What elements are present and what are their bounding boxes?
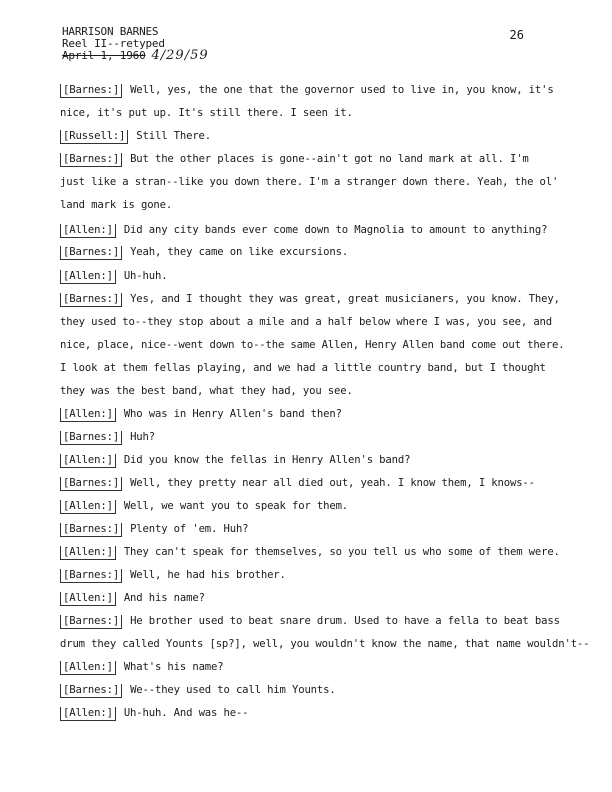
utterance-text: they used to--they stop about a mile and a half below where I was, you see, and bbox=[60, 316, 553, 328]
transcript-line bbox=[60, 408, 540, 422]
reel-label: Reel II--retyped bbox=[62, 37, 165, 50]
speaker-label: [Allen:] bbox=[60, 454, 116, 468]
transcript-line bbox=[60, 500, 540, 514]
struck-date: April 1, 1960 bbox=[62, 49, 146, 62]
transcript-line bbox=[60, 107, 540, 119]
speaker-label: [Barnes:] bbox=[60, 293, 122, 307]
transcript-line bbox=[60, 176, 559, 188]
transcript-line bbox=[60, 316, 553, 328]
speaker-label: [Allen:] bbox=[60, 707, 116, 721]
transcript-line bbox=[60, 523, 540, 537]
utterance-text: Huh? bbox=[130, 431, 155, 443]
utterance-text: just like a stran--like you down there. I'm a stranger down there. Yeah, the ol' bbox=[60, 176, 559, 188]
utterance-text: Well, yes, the one that the governor used to live in, you know, it's bbox=[130, 84, 554, 96]
speaker-label: [Barnes:] bbox=[60, 684, 122, 698]
utterance-text: What's his name? bbox=[123, 661, 224, 673]
transcript-line bbox=[60, 569, 540, 583]
speaker-label: [Barnes:] bbox=[60, 246, 122, 260]
speaker-label: [Allen:] bbox=[60, 592, 116, 606]
utterance-text: We--they used to call him Younts. bbox=[130, 684, 336, 696]
transcript-line bbox=[60, 707, 540, 721]
transcript-line bbox=[60, 84, 554, 98]
transcript-line bbox=[60, 661, 540, 675]
utterance-text: Uh-huh. And was he-- bbox=[123, 707, 249, 719]
utterance-text: Yes, and I thought they was great, great musicianers, you know. They, bbox=[130, 293, 560, 305]
utterance-text: Did any city bands ever come down to Magnolia to amount to anything? bbox=[123, 224, 548, 236]
speaker-label: [Russell:] bbox=[60, 130, 128, 144]
transcript-line bbox=[60, 339, 565, 351]
utterance-text: Who was in Henry Allen's band then? bbox=[123, 408, 342, 420]
transcript-line bbox=[60, 615, 560, 629]
utterance-text: nice, it's put up. It's still there. I seen it. bbox=[60, 107, 353, 119]
transcript-line bbox=[60, 638, 590, 650]
utterance-text: Yeah, they came on like excursions. bbox=[130, 246, 349, 258]
transcript-line bbox=[60, 454, 540, 468]
utterance-text: they was the best band, what they had, you see. bbox=[60, 385, 353, 397]
utterance-text: And his name? bbox=[123, 592, 205, 604]
transcript-line bbox=[60, 684, 540, 698]
page-number: 26 bbox=[509, 28, 524, 42]
transcript-line bbox=[60, 270, 540, 284]
interviewee-name: HARRISON BARNES bbox=[62, 25, 159, 38]
transcript-line bbox=[60, 293, 560, 307]
utterance-text: Uh-huh. bbox=[123, 270, 168, 282]
utterance-text: Still There. bbox=[136, 130, 212, 142]
speaker-label: [Barnes:] bbox=[60, 523, 122, 537]
transcript-line bbox=[60, 362, 546, 374]
transcript-line bbox=[60, 477, 540, 491]
utterance-text: land mark is gone. bbox=[60, 199, 173, 211]
utterance-text: Well, they pretty near all died out, yeah. I know them, I knows-- bbox=[130, 477, 535, 489]
date-line bbox=[62, 50, 209, 62]
speaker-label: [Allen:] bbox=[60, 270, 116, 284]
transcript-line bbox=[60, 246, 540, 260]
speaker-label: [Allen:] bbox=[60, 661, 116, 675]
utterance-text: drum they called Younts [sp?], well, you wouldn't know the name, that name wouldn't-- bbox=[60, 638, 590, 650]
speaker-label: [Allen:] bbox=[60, 408, 116, 422]
speaker-label: [Barnes:] bbox=[60, 477, 122, 491]
utterance-text: But the other places is gone--ain't got no land mark at all. I'm bbox=[130, 153, 529, 165]
transcript-line bbox=[60, 546, 560, 560]
speaker-label: [Allen:] bbox=[60, 500, 116, 514]
speaker-label: [Barnes:] bbox=[60, 84, 122, 98]
transcript-line bbox=[60, 130, 540, 144]
transcript-line bbox=[60, 385, 540, 397]
utterance-text: He brother used to beat snare drum. Used to have a fella to beat bass bbox=[130, 615, 560, 627]
speaker-label: [Barnes:] bbox=[60, 615, 122, 629]
utterance-text: Well, we want you to speak for them. bbox=[123, 500, 349, 512]
speaker-label: [Barnes:] bbox=[60, 569, 122, 583]
handwritten-date: 4/29/59 bbox=[151, 48, 209, 63]
utterance-text: I look at them fellas playing, and we had a little country band, but I thought bbox=[60, 362, 546, 374]
utterance-text: Did you know the fellas in Henry Allen's band? bbox=[123, 454, 411, 466]
transcript-line bbox=[60, 199, 540, 211]
transcript-line bbox=[60, 431, 540, 445]
utterance-text: nice, place, nice--went down to--the same Allen, Henry Allen band come out there. bbox=[60, 339, 565, 351]
utterance-text: Plenty of 'em. Huh? bbox=[130, 523, 249, 535]
speaker-label: [Barnes:] bbox=[60, 153, 122, 167]
transcript-line bbox=[60, 153, 540, 167]
speaker-label: [Allen:] bbox=[60, 224, 116, 238]
speaker-label: [Barnes:] bbox=[60, 431, 122, 445]
utterance-text: They can't speak for themselves, so you tell us who some of them were. bbox=[123, 546, 560, 558]
transcript-line bbox=[60, 224, 548, 238]
utterance-text: Well, he had his brother. bbox=[130, 569, 286, 581]
speaker-label: [Allen:] bbox=[60, 546, 116, 560]
transcript-line bbox=[60, 592, 540, 606]
